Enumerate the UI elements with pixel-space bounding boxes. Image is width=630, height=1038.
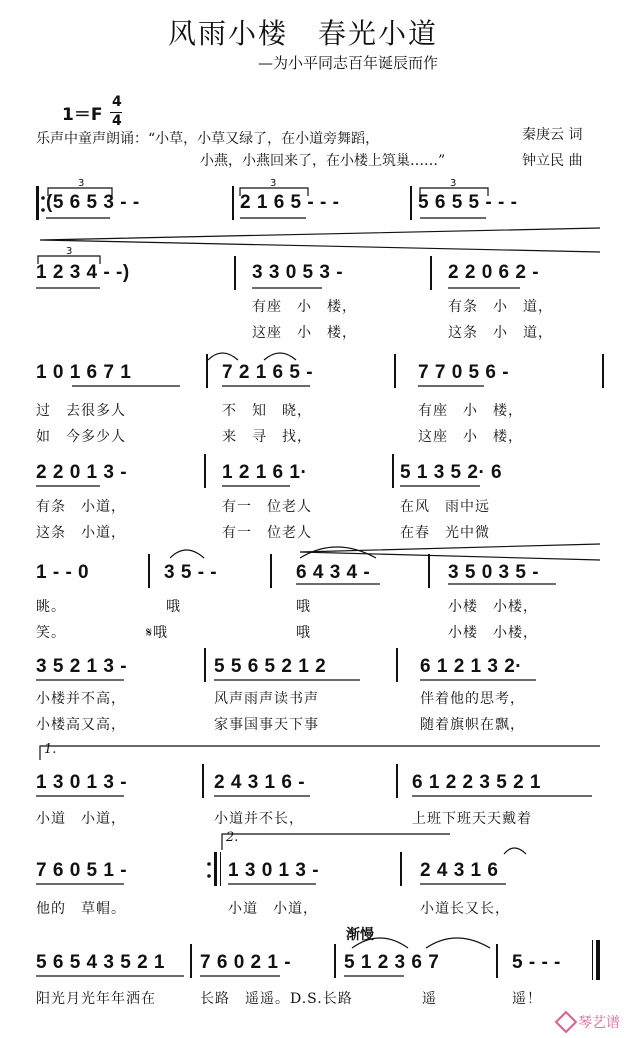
row6-lyric1-m3: 伴着他的思考， (420, 691, 525, 707)
row3-lyric2-m1: 如 今多少人 (36, 429, 126, 445)
row6-lyric2-m3: 随着旗帜在飘， (420, 717, 525, 733)
row9-measure1: 5 6 5 4 3 5 2 1 (36, 952, 165, 973)
row5-measure2: 3 5 - - (164, 562, 218, 583)
slur (426, 938, 490, 948)
slur (170, 550, 204, 558)
barline (410, 186, 412, 220)
row5-lyric2-m4: 小楼 小楼， (448, 625, 538, 641)
slur (300, 547, 376, 558)
row4-lyric2-m1: 这条 小道， (36, 525, 126, 541)
barline (396, 764, 398, 798)
narration-line-2: 小燕，小燕回来了，在小楼上筑巢……” (200, 153, 446, 169)
barline (430, 256, 432, 290)
ending-2-label: 2. (226, 830, 239, 845)
barline (400, 852, 402, 886)
ending-1-label: 1. (44, 742, 57, 757)
barline (396, 648, 398, 682)
barline (190, 944, 192, 978)
row9-lyric-m3: 遥 (422, 991, 437, 1007)
row4-measure2: 1 2 1 6 1· (222, 462, 308, 483)
barline (394, 354, 396, 388)
row1-measure1: (5 6 5 3 - - (46, 192, 140, 213)
composer-credit: 钟立民 曲 (522, 153, 583, 169)
row8-measure1: 7 6 0 5 1 - (36, 860, 128, 881)
barline (232, 186, 234, 220)
repeat-end-bar-thin (220, 852, 221, 886)
segno-barline (334, 944, 336, 978)
row9-measure3: 5 1 2 3 6 7 (344, 952, 440, 973)
tempo-marking: 渐慢 (346, 927, 374, 943)
row4-lyric1-m3: 在风 雨中远 (400, 499, 490, 515)
song-subtitle: —为小平同志百年诞辰而作 (258, 54, 439, 72)
barline (204, 648, 206, 682)
row7-lyric-m2: 小道并不长， (214, 811, 304, 827)
barline (206, 354, 208, 388)
barline (428, 554, 430, 588)
row1-measure2: 2 1 6 5 - - - (240, 192, 340, 213)
row2-measure2: 3 3 0 5 3 - (252, 262, 344, 283)
repeat-end-bar (214, 852, 217, 886)
row9-measure2: 7 6 0 2 1 - (200, 952, 292, 973)
barline (270, 554, 272, 588)
row6-measure3: 6 1 2 1 3 2· (420, 656, 523, 677)
barline (496, 944, 498, 978)
slur (208, 353, 238, 360)
row3-lyric1-m1: 过 去很多人 (36, 403, 126, 419)
barline (202, 764, 204, 798)
barline (392, 454, 394, 488)
row2-lyric1-m2: 有座 小 楼， (252, 299, 357, 315)
repeat-dot (207, 874, 211, 878)
barline (148, 554, 150, 588)
time-signature-numerator: 4 (112, 94, 122, 110)
row5-lyric1-m2: 哦 (166, 599, 181, 615)
row8-lyric-m3: 小道长又长， (420, 901, 510, 917)
row6-lyric1-m2: 风声雨声读书声 (214, 691, 319, 707)
decrescendo-hairpin (40, 228, 600, 252)
row9-lyric-m4: 遥！ (512, 991, 542, 1007)
row8-lyric-m1: 他的 草帽。 (36, 901, 126, 917)
row3-measure3: 7 7 0 5 6 - (418, 362, 510, 383)
repeat-dot (41, 208, 45, 212)
row4-lyric1-m2: 有一 位老人 (222, 499, 312, 515)
row6-lyric1-m1: 小楼并不高， (36, 691, 126, 707)
row7-measure2: 2 4 3 1 6 - (214, 772, 306, 793)
row6-measure2: 5 5 6 5 2 1 2 (214, 656, 327, 677)
row6-lyric2-m2: 家事国事天下事 (214, 717, 319, 733)
watermark-text: 琴艺谱 (578, 1015, 620, 1031)
repeat-dot (41, 196, 45, 200)
crescendo-hairpin (300, 544, 600, 560)
barline (234, 256, 236, 290)
key-signature: 1＝F (62, 105, 103, 125)
row3-lyric1-m3: 有座 小 楼， (418, 403, 523, 419)
row4-measure1: 2 2 0 1 3 - (36, 462, 128, 483)
row3-measure1: 1 0 1 6 7 1 (36, 362, 132, 383)
watermark-logo-icon (555, 1011, 578, 1034)
row2-lyric2-m3: 这条 小 道， (448, 325, 553, 341)
row3-lyric2-m2: 来 寻 找， (222, 429, 312, 445)
row7-lyric-m1: 小道 小道， (36, 811, 126, 827)
row7-lyric-m3: 上班下班天天戴着 (412, 811, 532, 827)
row5-measure3: 6 4 3 4 - (296, 562, 371, 583)
slur (264, 353, 296, 360)
row6-lyric2-m1: 小楼高又高， (36, 717, 126, 733)
row2-lyric1-m3: 有条 小 道， (448, 299, 553, 315)
row4-lyric1-m1: 有条 小道， (36, 499, 126, 515)
row2-lyric2-m2: 这座 小 楼， (252, 325, 357, 341)
row8-measure3: 2 4 3 1 6 (420, 860, 499, 881)
row9-lyric-m2: 长路 遥遥。D.S.长路 (200, 991, 353, 1007)
triplet-number: 3 (270, 178, 277, 189)
song-title: 风雨小楼 春光小道 (168, 17, 439, 50)
repeat-dot (207, 862, 211, 866)
triplet-number: 3 (78, 178, 85, 189)
barline (602, 354, 604, 388)
row7-measure1: 1 3 0 1 3 - (36, 772, 128, 793)
row5-lyric1-m4: 小楼 小楼， (448, 599, 538, 615)
slur (504, 848, 526, 854)
row5-lyric2-m2: 𝄋哦 (146, 625, 169, 641)
triplet-number: 3 (66, 246, 73, 257)
final-bar-thick (596, 940, 600, 980)
narration-line-1: 乐声中童声朗诵：“小草，小草又绿了，在小道旁舞蹈， (36, 131, 380, 147)
row4-lyric2-m2: 有一 位老人 (222, 525, 312, 541)
time-signature-denominator: 4 (112, 113, 122, 129)
row5-measure1: 1 - - 0 (36, 562, 90, 583)
row8-measure2: 1 3 0 1 3 - (228, 860, 320, 881)
row7-measure3: 6 1 2 2 3 5 2 1 (412, 772, 541, 793)
row9-measure4: 5 - - - (512, 952, 561, 973)
triplet-number: 3 (450, 178, 457, 189)
lyricist-credit: 秦庚云 词 (522, 127, 583, 143)
row3-lyric1-m2: 不 知 晓， (222, 403, 312, 419)
row3-measure2: 7 2 1 6 5 - (222, 362, 314, 383)
row1-measure3: 5 6 5 5 - - - (418, 192, 518, 213)
row4-lyric2-m3: 在春 光中微 (400, 525, 490, 541)
row3-lyric2-m3: 这座 小 楼， (418, 429, 523, 445)
row9-lyric-m1: 阳光月光年年洒在 (36, 991, 156, 1007)
repeat-start-bar (36, 186, 39, 220)
row5-lyric1-m1: 眺。 (36, 599, 66, 615)
row2-measure1: 1 2 3 4 - -) (36, 262, 130, 283)
row5-measure4: 3 5 0 3 5 - (448, 562, 540, 583)
ending-2-bracket (222, 834, 450, 850)
row2-measure3: 2 2 0 6 2 - (448, 262, 540, 283)
final-bar-thin (592, 940, 593, 980)
barline (204, 454, 206, 488)
row6-measure1: 3 5 2 1 3 - (36, 656, 128, 677)
row5-lyric1-m3: 哦 (296, 599, 311, 615)
row5-lyric2-m3: 哦 (296, 625, 311, 641)
row8-lyric-m2: 小道 小道， (228, 901, 318, 917)
row4-measure3: 5 1 3 5 2· 6 (400, 462, 503, 483)
row5-lyric2-m1: 笑。 (36, 625, 66, 641)
ending-1-bracket (40, 746, 600, 760)
